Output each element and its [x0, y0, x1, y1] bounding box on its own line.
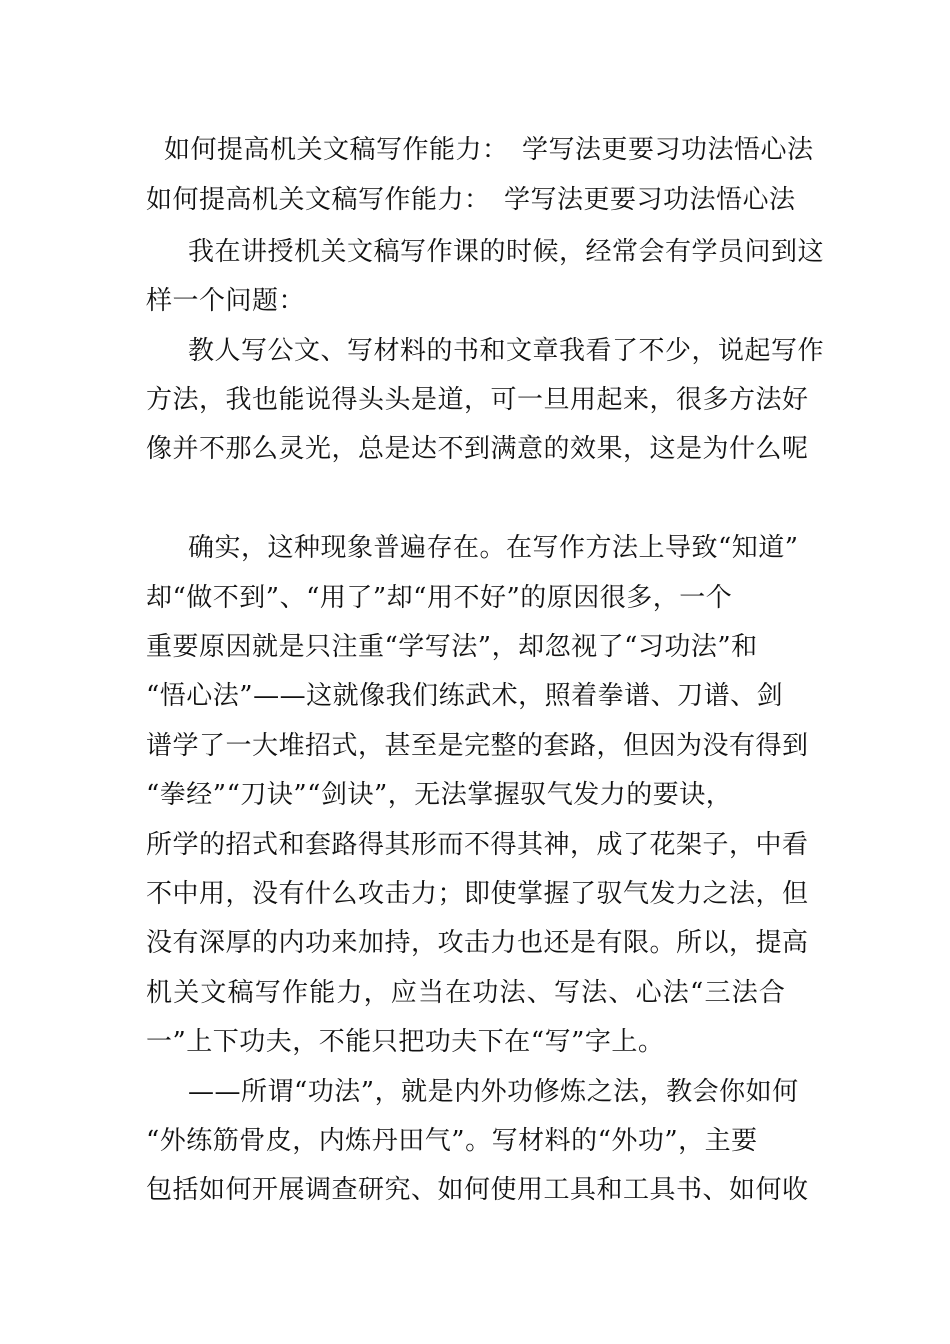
- paragraph-line: 方法，我也能说得头头是道，可一旦用起来，很多方法好: [146, 385, 809, 415]
- paragraph-line: 教人写公文、写材料的书和文章我看了不少，说起写作: [188, 336, 825, 366]
- document-title-line-1: 如何提高机关文稿写作能力： 学写法更要习功法悟心法: [164, 135, 814, 165]
- paragraph-line: 包括如何开展调查研究、如何使用工具和工具书、如何收: [146, 1175, 809, 1205]
- paragraph-line: 没有深厚的内功来加持，攻击力也还是有限。所以，提高: [146, 928, 809, 958]
- paragraph-line: 所学的招式和套路得其形而不得其神，成了花架子，中看: [146, 830, 809, 860]
- paragraph-line: 机关文稿写作能力，应当在功法、写法、心法“三法合: [146, 978, 787, 1008]
- paragraph-line: 却“做不到”、“用了”却“用不好”的原因很多，一个: [146, 583, 733, 613]
- paragraph-line: 谱学了一大堆招式，甚至是完整的套路，但因为没有得到: [146, 731, 809, 761]
- paragraph-line: ——所谓“功法”，就是内外功修炼之法，教会你如何: [188, 1077, 799, 1107]
- paragraph-line: 一”上下功夫，不能只把功夫下在“写”字上。: [146, 1027, 665, 1057]
- paragraph-line: 确实，这种现象普遍存在。在写作方法上导致“知道”: [188, 533, 799, 563]
- document-title-line-2: 如何提高机关文稿写作能力： 学写法更要习功法悟心法: [146, 185, 796, 215]
- paragraph-line: 样一个问题：: [146, 286, 306, 316]
- paragraph-line: “悟心法”——这就像我们练武术，照着拳谱、刀谱、剑: [146, 681, 784, 711]
- paragraph-line: 我在讲授机关文稿写作课的时候，经常会有学员问到这: [188, 237, 825, 267]
- paragraph-line: 像并不那么灵光，总是达不到满意的效果，这是为什么呢: [146, 434, 809, 464]
- paragraph-line: 不中用，没有什么攻击力；即使掌握了驭气发力之法，但: [146, 879, 809, 909]
- paragraph-line: “外练筋骨皮，内炼丹田气”。写材料的“外功”，主要: [146, 1126, 758, 1156]
- paragraph-line: 重要原因就是只注重“学写法”，却忽视了“习功法”和: [146, 632, 758, 662]
- paragraph-line: “拳经”“刀诀”“剑诀”，无法掌握驭气发力的要诀，: [146, 780, 733, 810]
